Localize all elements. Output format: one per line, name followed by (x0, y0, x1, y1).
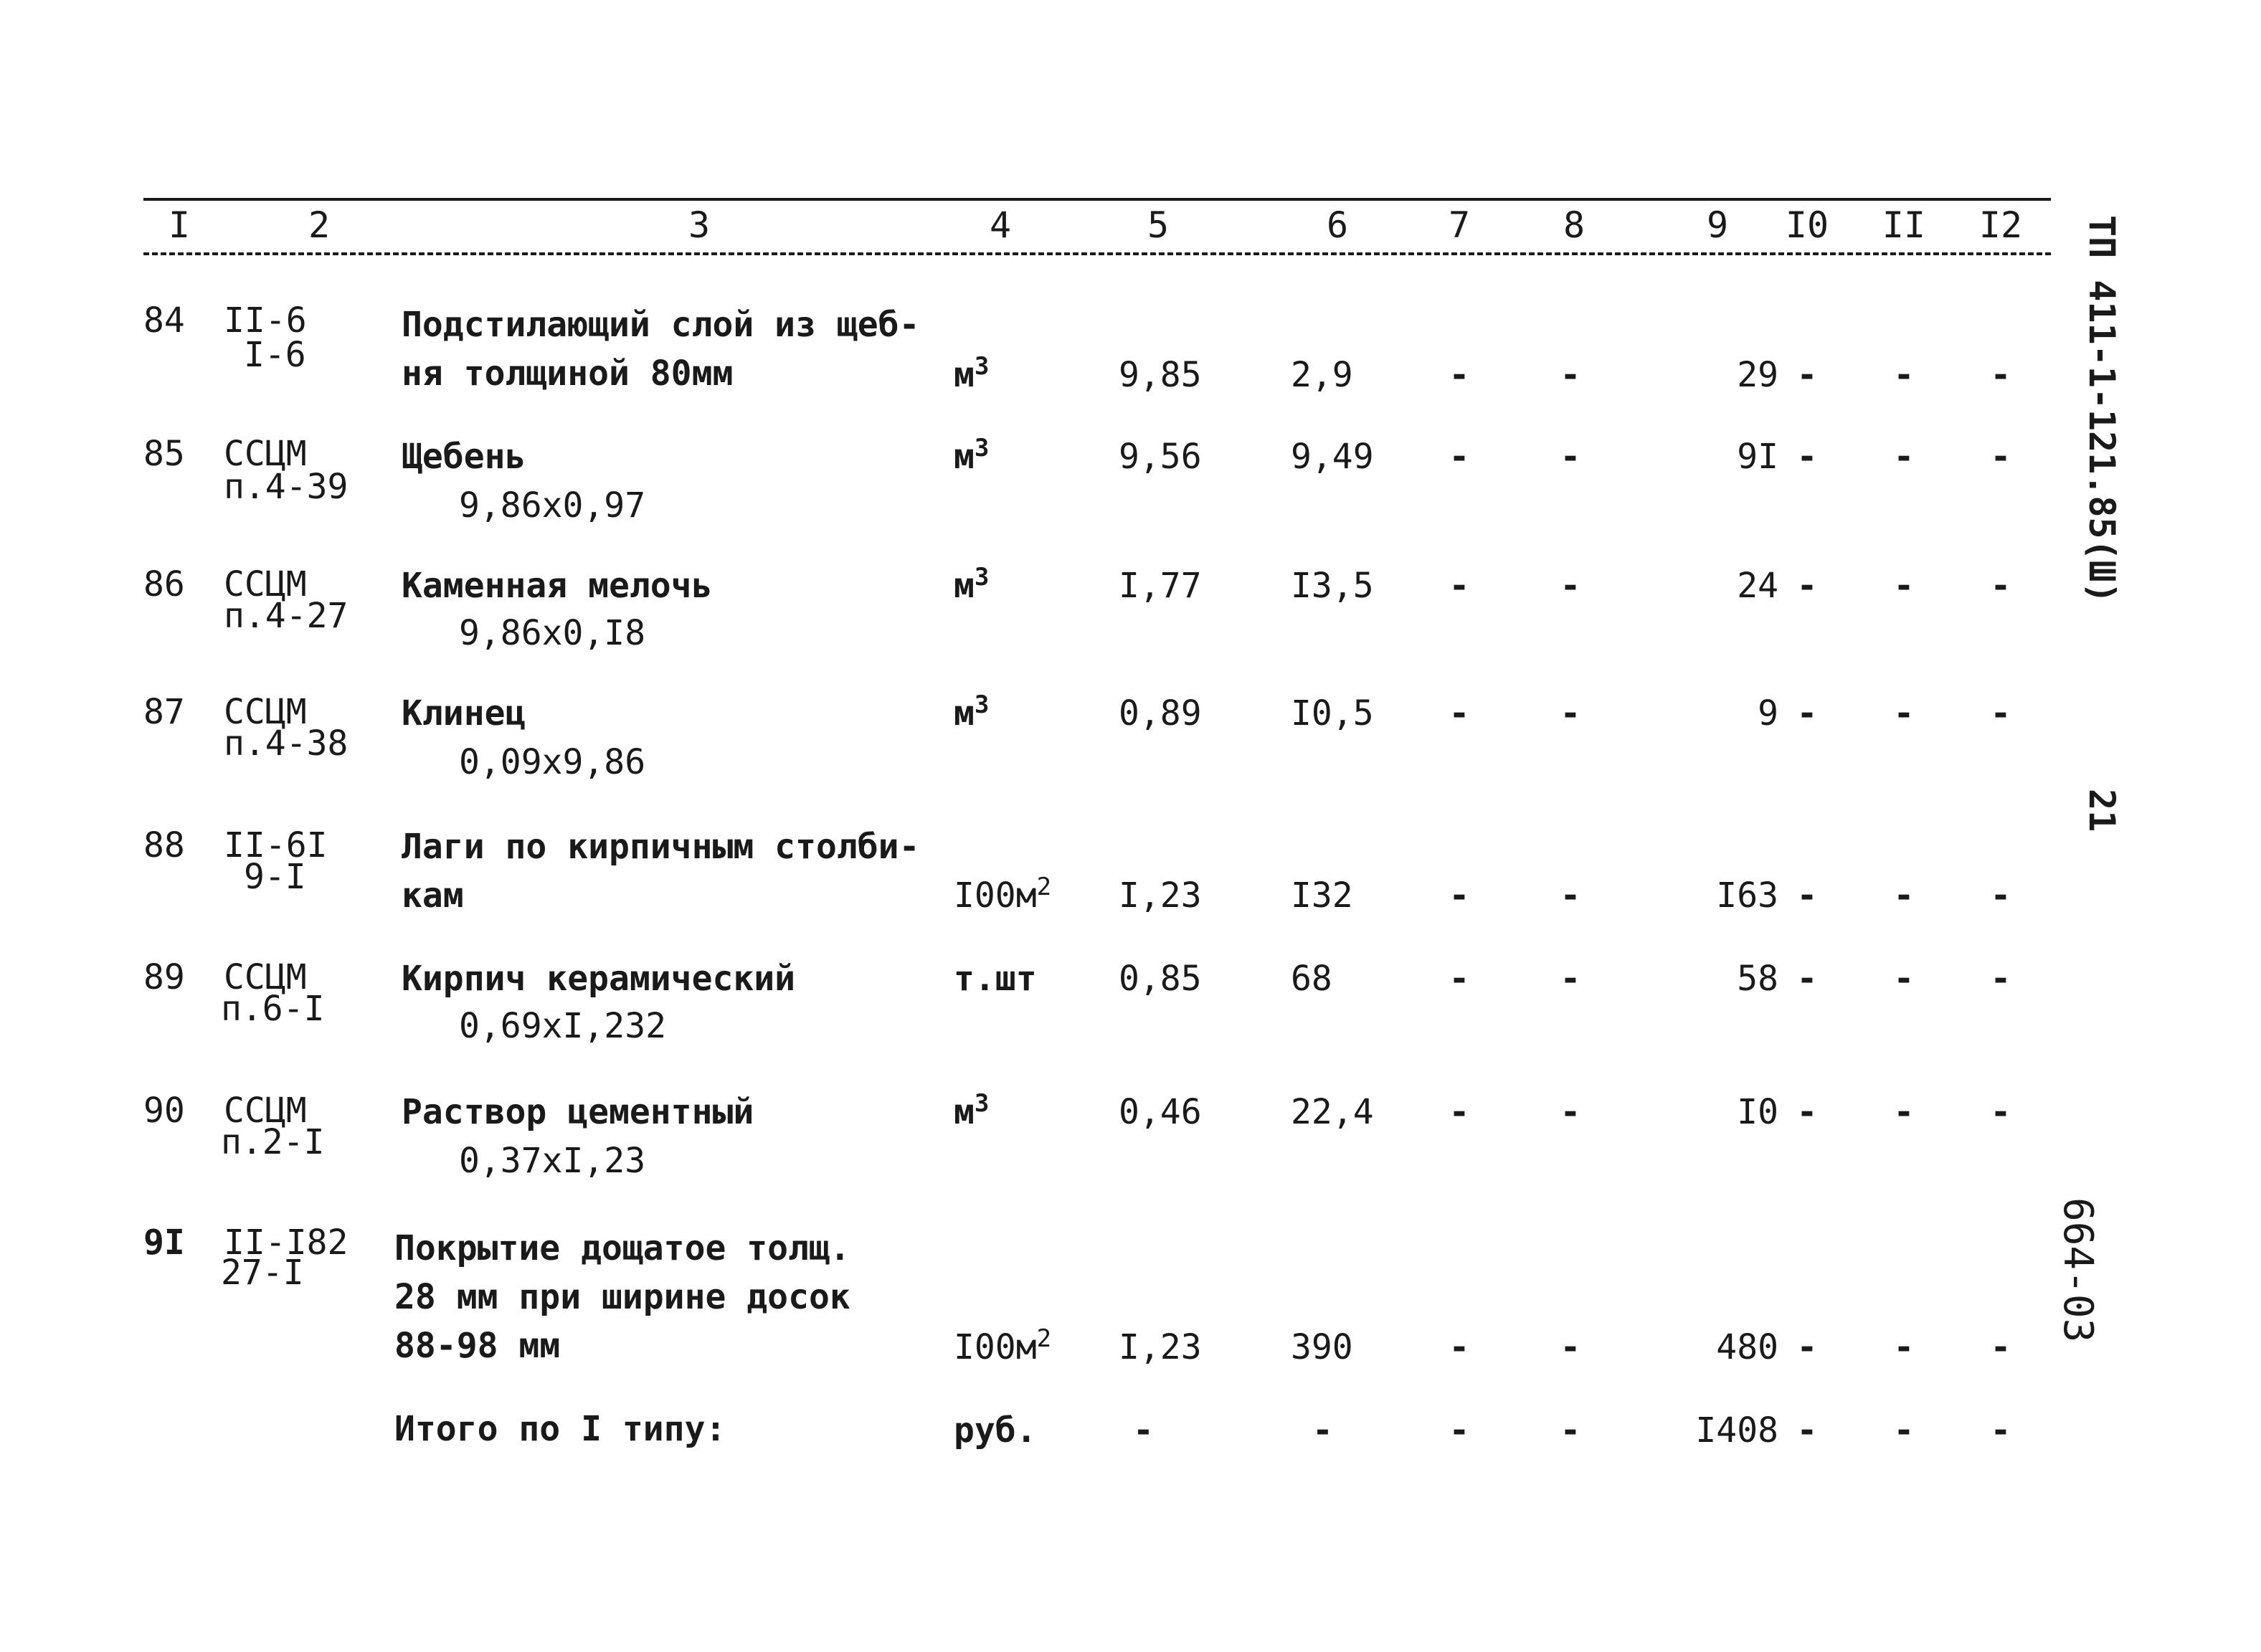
row-subcode: п.6-I (221, 989, 325, 1029)
row-description-cont: ня толщиной 80мм (402, 353, 734, 394)
header-col-1: I (168, 204, 191, 246)
row-subcode: п.2-I (221, 1122, 325, 1162)
row-col-9: I0 (1737, 1092, 1778, 1132)
header-bottom-rule (143, 252, 2051, 255)
row-description-cont: 9,86x0,97 (459, 485, 646, 526)
row-col-5: 9,56 (1119, 437, 1202, 477)
row-description-cont: 0,09x9,86 (459, 742, 646, 782)
row-col-8: - (1560, 693, 1581, 734)
row-col-12: - (1990, 437, 2011, 477)
row-col-10: - (1796, 566, 1818, 606)
row-col-12: - (1990, 355, 2011, 395)
archive-stamp: 664-03 (2054, 1197, 2101, 1343)
row-col-11: - (1893, 693, 1915, 734)
row-description: Лаги по кирпичным столби- (402, 827, 920, 867)
total-label: Итого по I типу: (394, 1409, 726, 1449)
row-col-5: 9,85 (1119, 355, 1202, 395)
row-code: II-I82 (224, 1223, 349, 1263)
row-unit: $м^3$ (954, 690, 990, 734)
row-col-8: - (1560, 875, 1581, 916)
row-col-7: - (1449, 437, 1470, 477)
row-col-5: I,23 (1119, 875, 1202, 916)
row-col-10: - (1796, 437, 1818, 477)
row-code: II-6I (224, 825, 328, 865)
row-col-5: 0,46 (1119, 1092, 1202, 1132)
row-col-9: 58 (1737, 959, 1778, 999)
row-description: Раствор цементный (402, 1092, 754, 1132)
row-col-10: - (1796, 875, 1818, 916)
row-col-5: I,77 (1119, 566, 1202, 606)
header-col-7: 7 (1448, 204, 1471, 246)
row-col-8: - (1560, 1092, 1581, 1132)
row-subcode: 27-I (221, 1253, 304, 1293)
row-description-cont: 0,37xI,23 (459, 1141, 646, 1181)
total-col-9: I408 (1695, 1410, 1778, 1451)
row-col-7: - (1449, 1327, 1470, 1367)
header-col-8: 8 (1563, 204, 1585, 246)
row-code: ССЦМ (224, 692, 307, 732)
page-number: 21 (2081, 789, 2123, 832)
row-col-9: I63 (1716, 875, 1778, 916)
row-code: II-6 (224, 300, 307, 341)
row-col-8: - (1560, 566, 1581, 606)
row-description: Покрытие дощатое толщ. (394, 1228, 850, 1268)
row-col-12: - (1990, 959, 2011, 999)
row-col-12: - (1990, 875, 2011, 916)
row-unit: $м^3$ (954, 352, 990, 395)
row-col-8: - (1560, 959, 1581, 999)
row-col-6: 9,49 (1291, 437, 1374, 477)
row-description: Клинец (402, 693, 526, 734)
total-col-8: - (1560, 1410, 1581, 1451)
row-unit: $I00м^2$ (954, 873, 1052, 916)
total-col-11: - (1893, 1410, 1915, 1451)
row-col-12: - (1990, 693, 2011, 734)
row-col-8: - (1560, 355, 1581, 395)
row-subcode: п.4-38 (224, 723, 349, 764)
row-col-6: 22,4 (1291, 1092, 1374, 1132)
row-code: ССЦМ (224, 957, 307, 997)
row-description-cont: кам (402, 875, 464, 916)
row-col-11: - (1893, 1092, 1915, 1132)
row-description-cont: 0,69xI,232 (459, 1006, 666, 1046)
row-number: 85 (143, 434, 185, 474)
total-unit: руб. (954, 1410, 1037, 1451)
row-col-11: - (1893, 566, 1915, 606)
row-col-7: - (1449, 355, 1470, 395)
row-col-10: - (1796, 1327, 1818, 1367)
header-col-5: 5 (1147, 204, 1170, 246)
row-unit: $м^3$ (954, 434, 990, 477)
total-col-12: - (1990, 1410, 2011, 1451)
total-col-6: - (1312, 1410, 1333, 1451)
row-subcode: п.4-27 (224, 596, 349, 636)
row-col-9: 24 (1737, 566, 1778, 606)
row-col-7: - (1449, 566, 1470, 606)
row-col-11: - (1893, 355, 1915, 395)
row-col-9: 9I (1737, 437, 1778, 477)
row-col-7: - (1449, 1092, 1470, 1132)
row-unit: $м^3$ (954, 1089, 990, 1132)
row-code: ССЦМ (224, 564, 307, 604)
header-col-3: 3 (688, 204, 711, 246)
row-col-12: - (1990, 1092, 2011, 1132)
row-col-11: - (1893, 959, 1915, 999)
row-col-8: - (1560, 1327, 1581, 1367)
row-col-11: - (1893, 875, 1915, 916)
row-col-6: 68 (1291, 959, 1332, 999)
row-code: ССЦМ (224, 434, 307, 474)
row-col-12: - (1990, 566, 2011, 606)
row-col-11: - (1893, 437, 1915, 477)
header-col-4: 4 (989, 204, 1012, 246)
row-unit: $м^3$ (954, 563, 990, 606)
row-description-cont: 9,86x0,I8 (459, 613, 646, 653)
row-number: 84 (143, 300, 185, 341)
row-subcode: I-6 (244, 335, 306, 375)
row-col-8: - (1560, 437, 1581, 477)
row-subcode: п.4-39 (224, 467, 349, 507)
row-number: 86 (143, 564, 185, 604)
row-col-7: - (1449, 693, 1470, 734)
row-description-cont: 28 мм при ширине досок (394, 1277, 850, 1317)
total-col-7: - (1449, 1410, 1470, 1451)
total-col-5: - (1133, 1410, 1154, 1451)
header-col-2: 2 (308, 204, 331, 246)
row-col-9: 480 (1716, 1327, 1778, 1367)
row-col-6: 390 (1291, 1327, 1353, 1367)
row-col-6: I32 (1291, 875, 1353, 916)
row-col-5: I,23 (1119, 1327, 1202, 1367)
row-col-10: - (1796, 693, 1818, 734)
row-description: Подстилающий слой из щеб- (402, 305, 920, 345)
document-code: ТП 411-1-121.85(Ш) (2081, 215, 2123, 604)
row-col-7: - (1449, 875, 1470, 916)
row-col-5: 0,85 (1119, 959, 1202, 999)
row-col-11: - (1893, 1327, 1915, 1367)
row-description: Кирпич керамический (402, 959, 796, 999)
total-col-10: - (1796, 1410, 1818, 1451)
row-col-7: - (1449, 959, 1470, 999)
header-col-10: I0 (1785, 204, 1829, 246)
header-col-11: II (1882, 204, 1926, 246)
row-number: 9I (143, 1223, 185, 1263)
row-subcode: 9-I (244, 857, 306, 897)
row-unit: т.шт (954, 959, 1037, 999)
row-col-6: I3,5 (1291, 566, 1374, 606)
row-col-5: 0,89 (1119, 693, 1202, 734)
row-unit: $I00м^2$ (954, 1324, 1052, 1367)
row-number: 89 (143, 957, 185, 997)
row-number: 87 (143, 692, 185, 732)
row-col-6: 2,9 (1291, 355, 1353, 395)
header-col-6: 6 (1326, 204, 1349, 246)
header-col-9: 9 (1706, 204, 1729, 246)
row-number: 90 (143, 1091, 185, 1131)
row-col-9: 29 (1737, 355, 1778, 395)
row-description-cont: 88-98 мм (394, 1326, 561, 1366)
row-col-9: 9 (1758, 693, 1778, 734)
row-col-12: - (1990, 1327, 2011, 1367)
row-number: 88 (143, 825, 185, 865)
row-code: ССЦМ (224, 1091, 307, 1131)
row-col-10: - (1796, 959, 1818, 999)
row-description: Щебень (402, 437, 526, 477)
row-col-10: - (1796, 355, 1818, 395)
row-description: Каменная мелочь (402, 566, 713, 606)
row-col-6: I0,5 (1291, 693, 1374, 734)
row-col-10: - (1796, 1092, 1818, 1132)
table-top-rule (143, 198, 2051, 201)
header-col-12: I2 (1978, 204, 2023, 246)
